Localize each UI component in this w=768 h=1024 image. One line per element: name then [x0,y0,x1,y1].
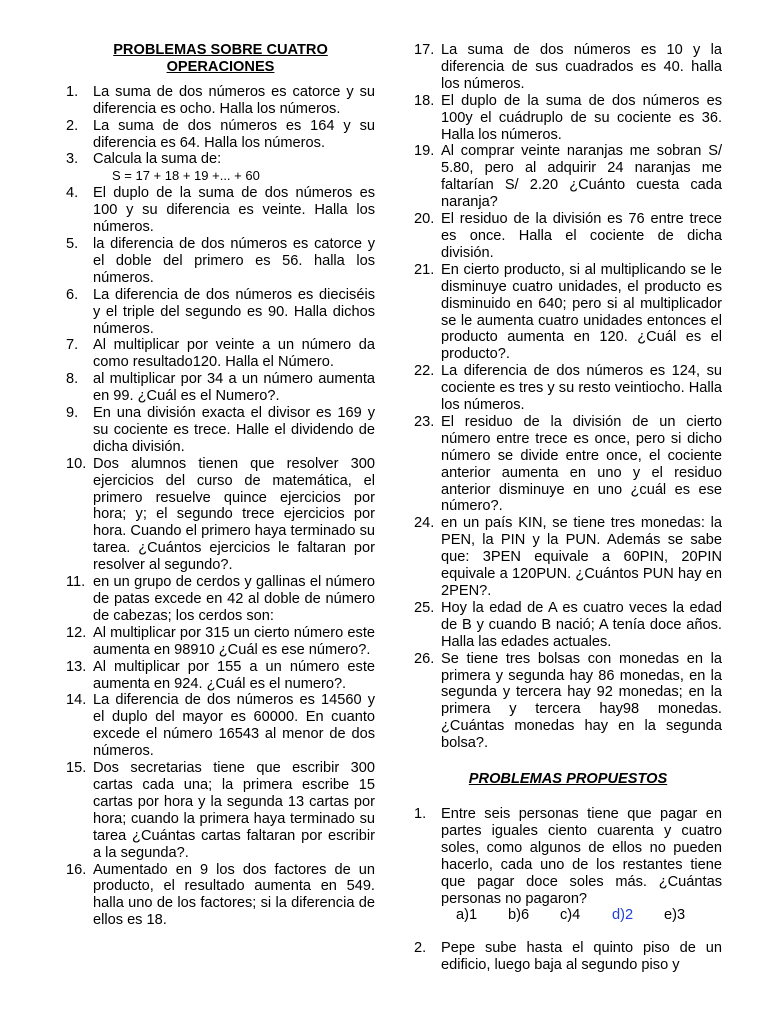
problem-item [414,42,722,93]
problem-number: 13. [66,658,87,675]
problem-number: 2. [66,117,79,134]
section-subtitle: PROBLEMAS PROPUESTOS [468,771,668,788]
problem-item [66,151,375,185]
problem-text: Al multiplicar por 315 un cierto número este aumenta en 98910 ¿Cuál es ese número?. [93,624,375,658]
problem-item [66,862,375,930]
problem-text: En cierto producto, si al multiplicando se le disminuye cuatro unidades, el producto es disminuido en 640; pero si al multiplicador se le aumenta cuatro unidades entonces el producto aumenta en 120. ¿Cuál es el producto?. [441,261,722,363]
problem-number: 8. [66,371,79,388]
problem-number: 20. [414,211,435,228]
problem-item [414,414,722,515]
problem-text: la diferencia de dos números es catorce y el doble del primero es 56. halla los números. [93,235,375,286]
proposed-problem-list [414,806,722,974]
problem-item [414,600,722,651]
problem-item [414,143,722,211]
problem-text: La suma de dos números es catorce y su diferencia es ocho. Halla los números. [93,83,375,117]
page-title [66,42,375,76]
answer-options [441,907,722,924]
problem-number: 12. [66,624,87,641]
problem-text: Dos secretarias tiene que escribir 300 cartas cada una; la primera escribe 15 cartas por hora y la segunda 13 cartas por hora; cuando la primera haya terminado su tarea ¿Cuántas cartas faltaran por escribir a la segunda?. [93,760,375,861]
problem-text: La diferencia de dos números es dieciséis y el triple del segundo es 90. Halla dichos números. [93,286,375,337]
right-column [414,42,722,990]
problem-item [66,118,375,152]
problem-item [66,456,375,574]
problem-item [66,337,375,371]
problem-text: La diferencia de dos números es 124, su cociente es tres y su resto veintiocho. Halla los números. [441,363,722,414]
problem-item [66,659,375,693]
problem-number: 26. [414,650,435,667]
problem-number: 22. [414,363,435,380]
problem-number: 7. [66,337,79,354]
problem-number: 24. [414,515,435,532]
problem-item [414,515,722,600]
problem-text: El duplo de la suma de dos números es 100 y su diferencia es veinte. Halla los números. [93,185,375,236]
problem-text: Dos alumnos tienen que resolver 300 ejercicios del curso de matemática, el primero resuelve quince ejercicios por hora; y; el segundo trece ejercicios por hora. Cuando el primero haya terminado su tarea. ¿Cuántos ejercicios le faltaran por resolver al segundo?. [93,455,375,574]
problem-text: en un grupo de cerdos y gallinas el número de patas excede en 42 al doble de número de cabezas; los cerdos son: [93,574,375,624]
problem-item [66,625,375,659]
problem-item [66,760,375,861]
problem-number: 14. [66,692,87,709]
problem-text: La diferencia de dos números es 14560 y el duplo del mayor es 60000. En cuanto excede el número 16543 al menor de dos números. [93,692,375,760]
problem-list-right [414,42,722,752]
problem-formula: S = 17 + 18 + 19 +... + 60 [112,168,260,184]
problem-item [414,211,722,262]
problem-number: 17. [414,42,435,58]
problem-text: Se tiene tres bolsas con monedas en la primera y segunda hay 86 monedas, en la segunda y tercera hay 92 monedas; en la primera y tercera hay98 monedas. ¿Cuántas monedas hay en la segunda bolsa?. [441,650,722,752]
problem-item [414,93,722,144]
problem-text: La suma de dos números es 164 y su diferencia es 64. Halla los números. [93,117,375,151]
problem-number: 10. [66,455,87,472]
left-column [66,42,375,929]
problem-text: El residuo de la división de un cierto número entre trece es once, pero si dicho número se divide entre once, el cociente anterior aumenta en uno y el residuo anterior disminuye en uno ¿cuál es ese número?. [441,413,722,515]
problem-number: 25. [414,599,435,616]
problem-text: en un país KIN, se tiene tres monedas: la PEN, la PIN y la PUN. Además se sabe que: 3PEN equivale a 60PIN, 20PIN equivale a 120PUN. ¿Cuántos PUN hay en 2PEN?. [441,515,722,599]
problem-number: 4. [66,185,79,202]
problem-number: 18. [414,92,435,109]
problem-text: El duplo de la suma de dos números es 100y el cuádruplo de su cociente es 36. Halla los números. [441,92,722,143]
problem-text: Entre seis personas tiene que pagar en partes iguales ciento cuarenta y cuatro soles, como algunos de ellos no pueden hacerlo, cada uno de los restantes tiene que pagar doce soles más. ¿Cuántas personas no pagaron? [441,805,722,907]
answer-option: e)3 [664,907,686,924]
problem-text: Al multiplicar por 155 a un número este aumenta en 924. ¿Cuál es el numero?. [93,658,375,692]
answer-option: a)1 [456,907,478,924]
problem-item [66,236,375,287]
problem-number: 21. [414,261,435,278]
problem-item [414,262,722,363]
problem-item [414,363,722,414]
problem-number: 19. [414,143,435,160]
answer-option: c)4 [560,907,581,924]
problem-text: El residuo de la división es 76 entre trece es once. Halla el cociente de dicha división. [441,211,722,261]
problem-number: 11. [66,574,86,591]
problem-item [414,651,722,752]
problem-list-left [66,84,375,929]
problem-number: 23. [414,413,435,430]
problem-item [66,185,375,236]
problem-number: 15. [66,760,87,777]
title-line-2: OPERACIONES [166,58,275,75]
answer-option: b)6 [508,907,530,924]
problem-text: Al comprar veinte naranjas me sobran S/ 5.80, pero al adquirir 24 naranjas me faltarían S/ 2.20 ¿Cuánto cuesta cada naranja? [441,143,722,211]
problem-number: 2. [414,940,427,957]
problem-item [414,806,722,924]
title-line-1: PROBLEMAS SOBRE CUATRO [113,42,328,58]
problem-text: La suma de dos números es 10 y la diferencia de sus cuadrados es 40. halla los números. [441,42,722,92]
problem-item [66,287,375,338]
answer-option: d)2 [612,907,634,924]
problem-item [66,371,375,405]
problem-text: En una división exacta el divisor es 169 y su cociente es trece. Halle el dividendo de dicha división. [93,405,375,455]
problem-number: 1. [414,805,427,822]
problem-number: 6. [66,286,79,303]
problem-text: Calcula la suma de: [93,151,222,168]
problem-text: al multiplicar por 34 a un número aumenta en 99. ¿Cuál es el Numero?. [93,371,375,405]
problem-number: 16. [66,861,87,878]
problem-number: 3. [66,151,79,168]
problem-text: Aumentado en 9 los dos factores de un producto, el resultado aumenta en 549. halla uno de los factores; si la diferencia de ellos es 18. [93,861,375,929]
problem-item [66,574,375,625]
problem-number: 9. [66,405,79,422]
problem-item [66,692,375,760]
problem-item [66,84,375,118]
problem-text: Hoy la edad de A es cuatro veces la edad de B y cuando B nació; A tenía doce años. Halla las edades actuales. [441,599,722,650]
problem-number: 1. [66,83,79,100]
problem-item [414,940,722,974]
problem-text: Al multiplicar por veinte a un número da como resultado120. Halla el Número. [93,337,375,371]
problem-item [66,405,375,456]
problem-text: Pepe sube hasta el quinto piso de un edificio, luego baja al segundo piso y [441,940,722,974]
problem-number: 5. [66,235,79,252]
